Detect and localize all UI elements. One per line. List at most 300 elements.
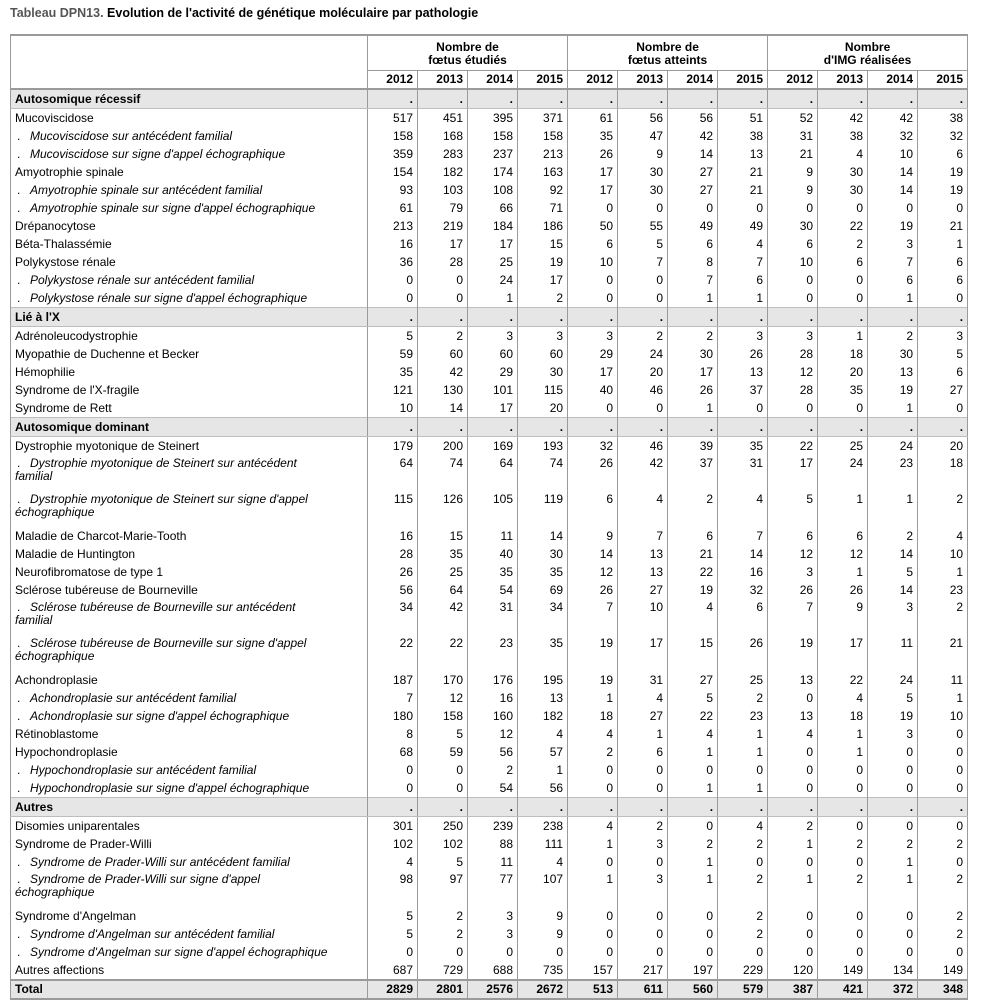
cell-value: 35 <box>818 381 868 399</box>
cell-value: . <box>818 798 868 817</box>
cell-value: 19 <box>568 671 618 689</box>
table-row <box>11 399 968 418</box>
row-label-text: Syndrome d'Angelman sur antécédent familial <box>30 926 275 941</box>
cell-value: 160 <box>468 707 518 725</box>
cell-value: 239 <box>468 817 518 836</box>
cell-value: 6 <box>668 527 718 545</box>
table-row <box>11 943 968 961</box>
cell-value: 186 <box>518 217 568 235</box>
cell-value: . <box>668 418 718 437</box>
cell-value: 7 <box>718 253 768 271</box>
cell-value: . <box>518 308 568 327</box>
cell-value: 60 <box>468 345 518 363</box>
row-label-text: Mucoviscidose sur antécédent familial <box>30 128 233 143</box>
table-row <box>11 907 968 925</box>
cell-value: 0 <box>868 779 918 798</box>
cell-value: 195 <box>518 671 568 689</box>
cell-value: 16 <box>468 689 518 707</box>
cell-value: 170 <box>418 671 468 689</box>
cell-value: 0 <box>868 925 918 943</box>
cell-value: 158 <box>418 707 468 725</box>
cell-value: 39 <box>668 437 718 456</box>
year-header: 2013 <box>418 71 468 90</box>
cell-value: 12 <box>768 545 818 563</box>
cell-value: 0 <box>768 399 818 418</box>
cell-value: 3 <box>618 835 668 853</box>
cell-value: 0 <box>568 199 618 217</box>
table-header <box>11 35 968 89</box>
cell-value: 25 <box>718 671 768 689</box>
cell-value: 687 <box>368 961 418 980</box>
cell-value: 23 <box>918 581 968 599</box>
cell-value: 0 <box>618 399 668 418</box>
row-label <box>11 308 368 327</box>
cell-value: 0 <box>818 925 868 943</box>
row-label: . Mucoviscidose sur signe d'appel échographique <box>11 145 368 163</box>
cell-value: 0 <box>618 271 668 289</box>
cell-value: 13 <box>768 707 818 725</box>
year-header: 2015 <box>918 71 968 90</box>
table-row <box>11 181 968 199</box>
cell-value: 6 <box>768 235 818 253</box>
cell-value: 513 <box>568 980 618 999</box>
cell-value: 0 <box>368 289 418 308</box>
cell-value: 15 <box>668 635 718 671</box>
row-label: . Syndrome de Prader-Willi sur antécédent familial <box>11 853 368 871</box>
row-label: . Sclérose tubéreuse de Bourneville sur signe d'appel échographique <box>11 635 368 671</box>
cell-value: 6 <box>568 235 618 253</box>
cell-value: 1 <box>668 399 718 418</box>
cell-value: 46 <box>618 437 668 456</box>
total-row <box>11 980 968 999</box>
cell-value: 0 <box>818 271 868 289</box>
cell-value: 2 <box>868 527 918 545</box>
row-label: . Achondroplasie sur antécédent familial <box>11 689 368 707</box>
cell-value: 0 <box>718 943 768 961</box>
row-label: . Hypochondroplasie sur signe d'appel échographique <box>11 779 368 798</box>
cell-value: 1 <box>568 835 618 853</box>
cell-value: 348 <box>918 980 968 999</box>
cell-value: 52 <box>768 109 818 128</box>
year-header: 2013 <box>618 71 668 90</box>
cell-value: 5 <box>668 689 718 707</box>
cell-value: 27 <box>918 381 968 399</box>
cell-value: 0 <box>768 853 818 871</box>
cell-value: 0 <box>868 943 918 961</box>
cell-value: 0 <box>768 199 818 217</box>
cell-value: 3 <box>868 725 918 743</box>
row-label <box>11 109 368 128</box>
table-row <box>11 707 968 725</box>
row-label <box>11 725 368 743</box>
cell-value: . <box>768 308 818 327</box>
cell-value: 1 <box>468 289 518 308</box>
cell-value: 2 <box>918 491 968 527</box>
row-label: . Amyotrophie spinale sur antécédent familial <box>11 181 368 199</box>
row-label-text: Rétinoblastome <box>15 726 99 741</box>
cell-value: 3 <box>468 327 518 346</box>
cell-value: 4 <box>568 817 618 836</box>
cell-value: 97 <box>418 871 468 907</box>
cell-value: 3 <box>868 235 918 253</box>
cell-value: 26 <box>718 635 768 671</box>
cell-value: . <box>468 308 518 327</box>
cell-value: 119 <box>518 491 568 527</box>
cell-value: 1 <box>518 761 568 779</box>
row-label <box>11 961 368 980</box>
cell-value: 0 <box>568 289 618 308</box>
cell-value: 19 <box>918 163 968 181</box>
cell-value: 174 <box>468 163 518 181</box>
cell-value: 1 <box>568 689 618 707</box>
cell-value: . <box>418 798 468 817</box>
cell-value: 0 <box>768 779 818 798</box>
table-row <box>11 961 968 980</box>
table-row <box>11 671 968 689</box>
cell-value: 17 <box>568 163 618 181</box>
cell-value: 28 <box>768 381 818 399</box>
cell-value: 22 <box>668 563 718 581</box>
cell-value: 30 <box>868 345 918 363</box>
cell-value: 6 <box>718 599 768 635</box>
cell-value: 7 <box>618 253 668 271</box>
cell-value: 24 <box>818 455 868 491</box>
cell-value: 42 <box>668 127 718 145</box>
cell-value: 187 <box>368 671 418 689</box>
cell-value: 611 <box>618 980 668 999</box>
cell-value: 14 <box>718 545 768 563</box>
row-label-text: Maladie de Charcot-Marie-Tooth <box>15 528 187 543</box>
cell-value: 38 <box>918 109 968 128</box>
year-header: 2014 <box>868 71 918 90</box>
table-body <box>11 89 968 999</box>
row-label: . Mucoviscidose sur antécédent familial <box>11 127 368 145</box>
cell-value: 19 <box>918 181 968 199</box>
cell-value: 4 <box>568 725 618 743</box>
cell-value: 2 <box>918 599 968 635</box>
cell-value: 154 <box>368 163 418 181</box>
cell-value: 6 <box>818 527 868 545</box>
cell-value: 77 <box>468 871 518 907</box>
cell-value: 1 <box>868 399 918 418</box>
row-label <box>11 437 368 456</box>
cell-value: 20 <box>818 363 868 381</box>
cell-value: 0 <box>568 761 618 779</box>
cell-value: 101 <box>468 381 518 399</box>
cell-value: 22 <box>368 635 418 671</box>
cell-value: 213 <box>518 145 568 163</box>
cell-value: 163 <box>518 163 568 181</box>
cell-value: 1 <box>718 289 768 308</box>
row-label-text: Autosomique dominant <box>15 419 149 434</box>
row-label-text: Total <box>15 982 43 996</box>
cell-value: 2 <box>918 835 968 853</box>
cell-value: 2 <box>668 835 718 853</box>
cell-value: 7 <box>718 527 768 545</box>
cell-value: 46 <box>618 381 668 399</box>
cell-value: . <box>568 308 618 327</box>
cell-value: 0 <box>918 853 968 871</box>
cell-value: 2672 <box>518 980 568 999</box>
cell-value: . <box>618 89 668 109</box>
row-label-text: Autres <box>15 799 54 814</box>
cell-value: 40 <box>568 381 618 399</box>
cell-value: 158 <box>518 127 568 145</box>
table-row <box>11 779 968 798</box>
cell-value: 213 <box>368 217 418 235</box>
row-label <box>11 581 368 599</box>
cell-value: 19 <box>518 253 568 271</box>
row-label-text: Polykystose rénale <box>15 254 116 269</box>
row-label <box>11 381 368 399</box>
row-label-text: Syndrome de Prader-Willi <box>15 836 152 851</box>
cell-value: 30 <box>768 217 818 235</box>
cell-value: 9 <box>568 527 618 545</box>
cell-value: 64 <box>468 455 518 491</box>
cell-value: 69 <box>518 581 568 599</box>
cell-value: 1 <box>768 835 818 853</box>
row-label-text: Polykystose rénale sur signe d'appel échographique <box>30 290 308 305</box>
row-label <box>11 545 368 563</box>
cell-value: 9 <box>768 163 818 181</box>
cell-value: 134 <box>868 961 918 980</box>
cell-value: 2 <box>868 835 918 853</box>
cell-value: . <box>868 798 918 817</box>
row-label-text: Achondroplasie sur antécédent familial <box>30 690 237 705</box>
cell-value: 3 <box>518 327 568 346</box>
cell-value: 2 <box>918 871 968 907</box>
cell-value: 120 <box>768 961 818 980</box>
cell-value: 24 <box>468 271 518 289</box>
cell-value: 735 <box>518 961 568 980</box>
cell-value: 193 <box>518 437 568 456</box>
cell-value: 10 <box>768 253 818 271</box>
row-label-text: Lié à l'X <box>15 309 60 324</box>
row-label-text: Mucoviscidose sur signe d'appel échographique <box>30 146 286 161</box>
row-label-text: Mucoviscidose <box>15 110 94 125</box>
cell-value: 27 <box>668 163 718 181</box>
cell-value: 32 <box>918 127 968 145</box>
row-label-text: Autres affections <box>15 962 105 977</box>
cell-value: 37 <box>668 455 718 491</box>
group-header-line2: d'IMG réalisées <box>823 52 912 67</box>
cell-value: 4 <box>518 725 568 743</box>
cell-value: 1 <box>568 871 618 907</box>
cell-value: 1 <box>718 743 768 761</box>
cell-value: 56 <box>618 109 668 128</box>
cell-value: . <box>568 798 618 817</box>
cell-value: . <box>718 89 768 109</box>
section-row <box>11 418 968 437</box>
cell-value: 4 <box>368 853 418 871</box>
row-label <box>11 563 368 581</box>
cell-value: 115 <box>368 491 418 527</box>
cell-value: . <box>718 798 768 817</box>
row-label-text: Myopathie de Duchenne et Becker <box>15 346 200 361</box>
cell-value: 0 <box>818 943 868 961</box>
cell-value: 0 <box>668 925 718 943</box>
cell-value: 26 <box>568 455 618 491</box>
cell-value: 49 <box>718 217 768 235</box>
cell-value: 2 <box>568 743 618 761</box>
cell-value: 29 <box>568 345 618 363</box>
cell-value: 0 <box>368 761 418 779</box>
row-label-text-cont: échographique <box>15 649 95 663</box>
row-label-text: Autosomique récessif <box>15 91 141 106</box>
row-label: . Polykystose rénale sur antécédent familial <box>11 271 368 289</box>
cell-value: 13 <box>618 563 668 581</box>
cell-value: 34 <box>518 599 568 635</box>
cell-value: . <box>518 418 568 437</box>
row-label-text: Maladie de Huntington <box>15 546 136 561</box>
cell-value: 2 <box>718 689 768 707</box>
cell-value: 237 <box>468 145 518 163</box>
cell-value: 729 <box>418 961 468 980</box>
cell-value: 23 <box>718 707 768 725</box>
year-header: 2014 <box>668 71 718 90</box>
cell-value: . <box>568 418 618 437</box>
cell-value: . <box>718 418 768 437</box>
row-label-text: Béta-Thalassémie <box>15 236 112 251</box>
cell-value: 359 <box>368 145 418 163</box>
row-label-text: Syndrome de Rett <box>15 400 112 415</box>
cell-value: 9 <box>618 145 668 163</box>
cell-value: 2 <box>718 907 768 925</box>
row-label-text: Syndrome d'Angelman <box>15 908 137 923</box>
cell-value: 0 <box>768 925 818 943</box>
cell-value: 180 <box>368 707 418 725</box>
cell-value: . <box>718 308 768 327</box>
cell-value: 371 <box>518 109 568 128</box>
table-row <box>11 199 968 217</box>
cell-value: 0 <box>868 907 918 925</box>
table-row <box>11 217 968 235</box>
section-row <box>11 89 968 109</box>
row-label-text: Hémophilie <box>15 364 76 379</box>
cell-value: 27 <box>618 581 668 599</box>
cell-value: 17 <box>568 363 618 381</box>
cell-value: 6 <box>618 743 668 761</box>
cell-value: 2 <box>868 327 918 346</box>
cell-value: 0 <box>468 943 518 961</box>
year-header: 2012 <box>768 71 818 90</box>
cell-value: . <box>368 798 418 817</box>
row-label-text: Syndrome de Prader-Willi sur signe d'appel <box>30 872 261 886</box>
cell-value: 24 <box>868 671 918 689</box>
cell-value: 18 <box>568 707 618 725</box>
cell-value: 0 <box>418 943 468 961</box>
row-label-text: Hypochondroplasie sur signe d'appel échographique <box>30 780 310 795</box>
cell-value: . <box>668 89 718 109</box>
cell-value: . <box>818 89 868 109</box>
cell-value: 30 <box>518 363 568 381</box>
cell-value: 61 <box>368 199 418 217</box>
cell-value: 26 <box>568 581 618 599</box>
cell-value: 0 <box>618 853 668 871</box>
group-header-line1: Nombre <box>844 39 891 54</box>
cell-value: 7 <box>668 271 718 289</box>
cell-value: 2 <box>668 327 718 346</box>
cell-value: 0 <box>918 779 968 798</box>
cell-value: 0 <box>818 853 868 871</box>
cell-value: 1 <box>868 491 918 527</box>
row-label-text: Amyotrophie spinale sur antécédent familial <box>30 182 263 197</box>
table-row <box>11 635 968 671</box>
table-row <box>11 817 968 836</box>
cell-value: 64 <box>418 581 468 599</box>
cell-value: 7 <box>568 599 618 635</box>
row-label-text: Dystrophie myotonique de Steinert sur antécédent <box>30 456 297 470</box>
cell-value: 1 <box>918 235 968 253</box>
cell-value: 102 <box>418 835 468 853</box>
year-header: 2012 <box>368 71 418 90</box>
cell-value: 3 <box>618 871 668 907</box>
group-header-atteints <box>568 35 768 71</box>
cell-value: 19 <box>868 707 918 725</box>
cell-value: 1 <box>618 725 668 743</box>
cell-value: 30 <box>618 163 668 181</box>
cell-value: 31 <box>768 127 818 145</box>
cell-value: 74 <box>418 455 468 491</box>
cell-value: . <box>918 308 968 327</box>
cell-value: 0 <box>568 399 618 418</box>
table-row <box>11 689 968 707</box>
row-label-text: Syndrome d'Angelman sur signe d'appel échographique <box>30 944 328 959</box>
cell-value: 38 <box>718 127 768 145</box>
table-row <box>11 599 968 635</box>
cell-value: 30 <box>518 545 568 563</box>
cell-value: 0 <box>418 779 468 798</box>
cell-value: 0 <box>768 743 818 761</box>
cell-value: 0 <box>718 399 768 418</box>
cell-value: . <box>468 418 518 437</box>
cell-value: 19 <box>868 217 918 235</box>
table-row <box>11 345 968 363</box>
cell-value: 3 <box>868 599 918 635</box>
cell-value: 9 <box>818 599 868 635</box>
cell-value: 0 <box>918 761 968 779</box>
cell-value: 1 <box>668 289 718 308</box>
cell-value: 57 <box>518 743 568 761</box>
cell-value: 24 <box>868 437 918 456</box>
section-row <box>11 798 968 817</box>
row-label-text-cont: familial <box>15 469 53 483</box>
cell-value: 1 <box>918 689 968 707</box>
cell-value: 158 <box>368 127 418 145</box>
cell-value: 0 <box>568 943 618 961</box>
table-row <box>11 563 968 581</box>
cell-value: 176 <box>468 671 518 689</box>
cell-value: 15 <box>518 235 568 253</box>
cell-value: 229 <box>718 961 768 980</box>
cell-value: 1 <box>868 289 918 308</box>
cell-value: 219 <box>418 217 468 235</box>
cell-value: 2829 <box>368 980 418 999</box>
cell-value: . <box>818 418 868 437</box>
row-label-text: Sclérose tubéreuse de Bourneville <box>15 582 198 597</box>
cell-value: 17 <box>568 181 618 199</box>
cell-value: 12 <box>418 689 468 707</box>
cell-value: 14 <box>868 581 918 599</box>
cell-value: 5 <box>368 327 418 346</box>
cell-value: 169 <box>468 437 518 456</box>
cell-value: 38 <box>818 127 868 145</box>
cell-value: 7 <box>768 599 818 635</box>
cell-value: 13 <box>718 145 768 163</box>
cell-value: 30 <box>668 345 718 363</box>
cell-value: 19 <box>768 635 818 671</box>
cell-value: 34 <box>368 599 418 635</box>
